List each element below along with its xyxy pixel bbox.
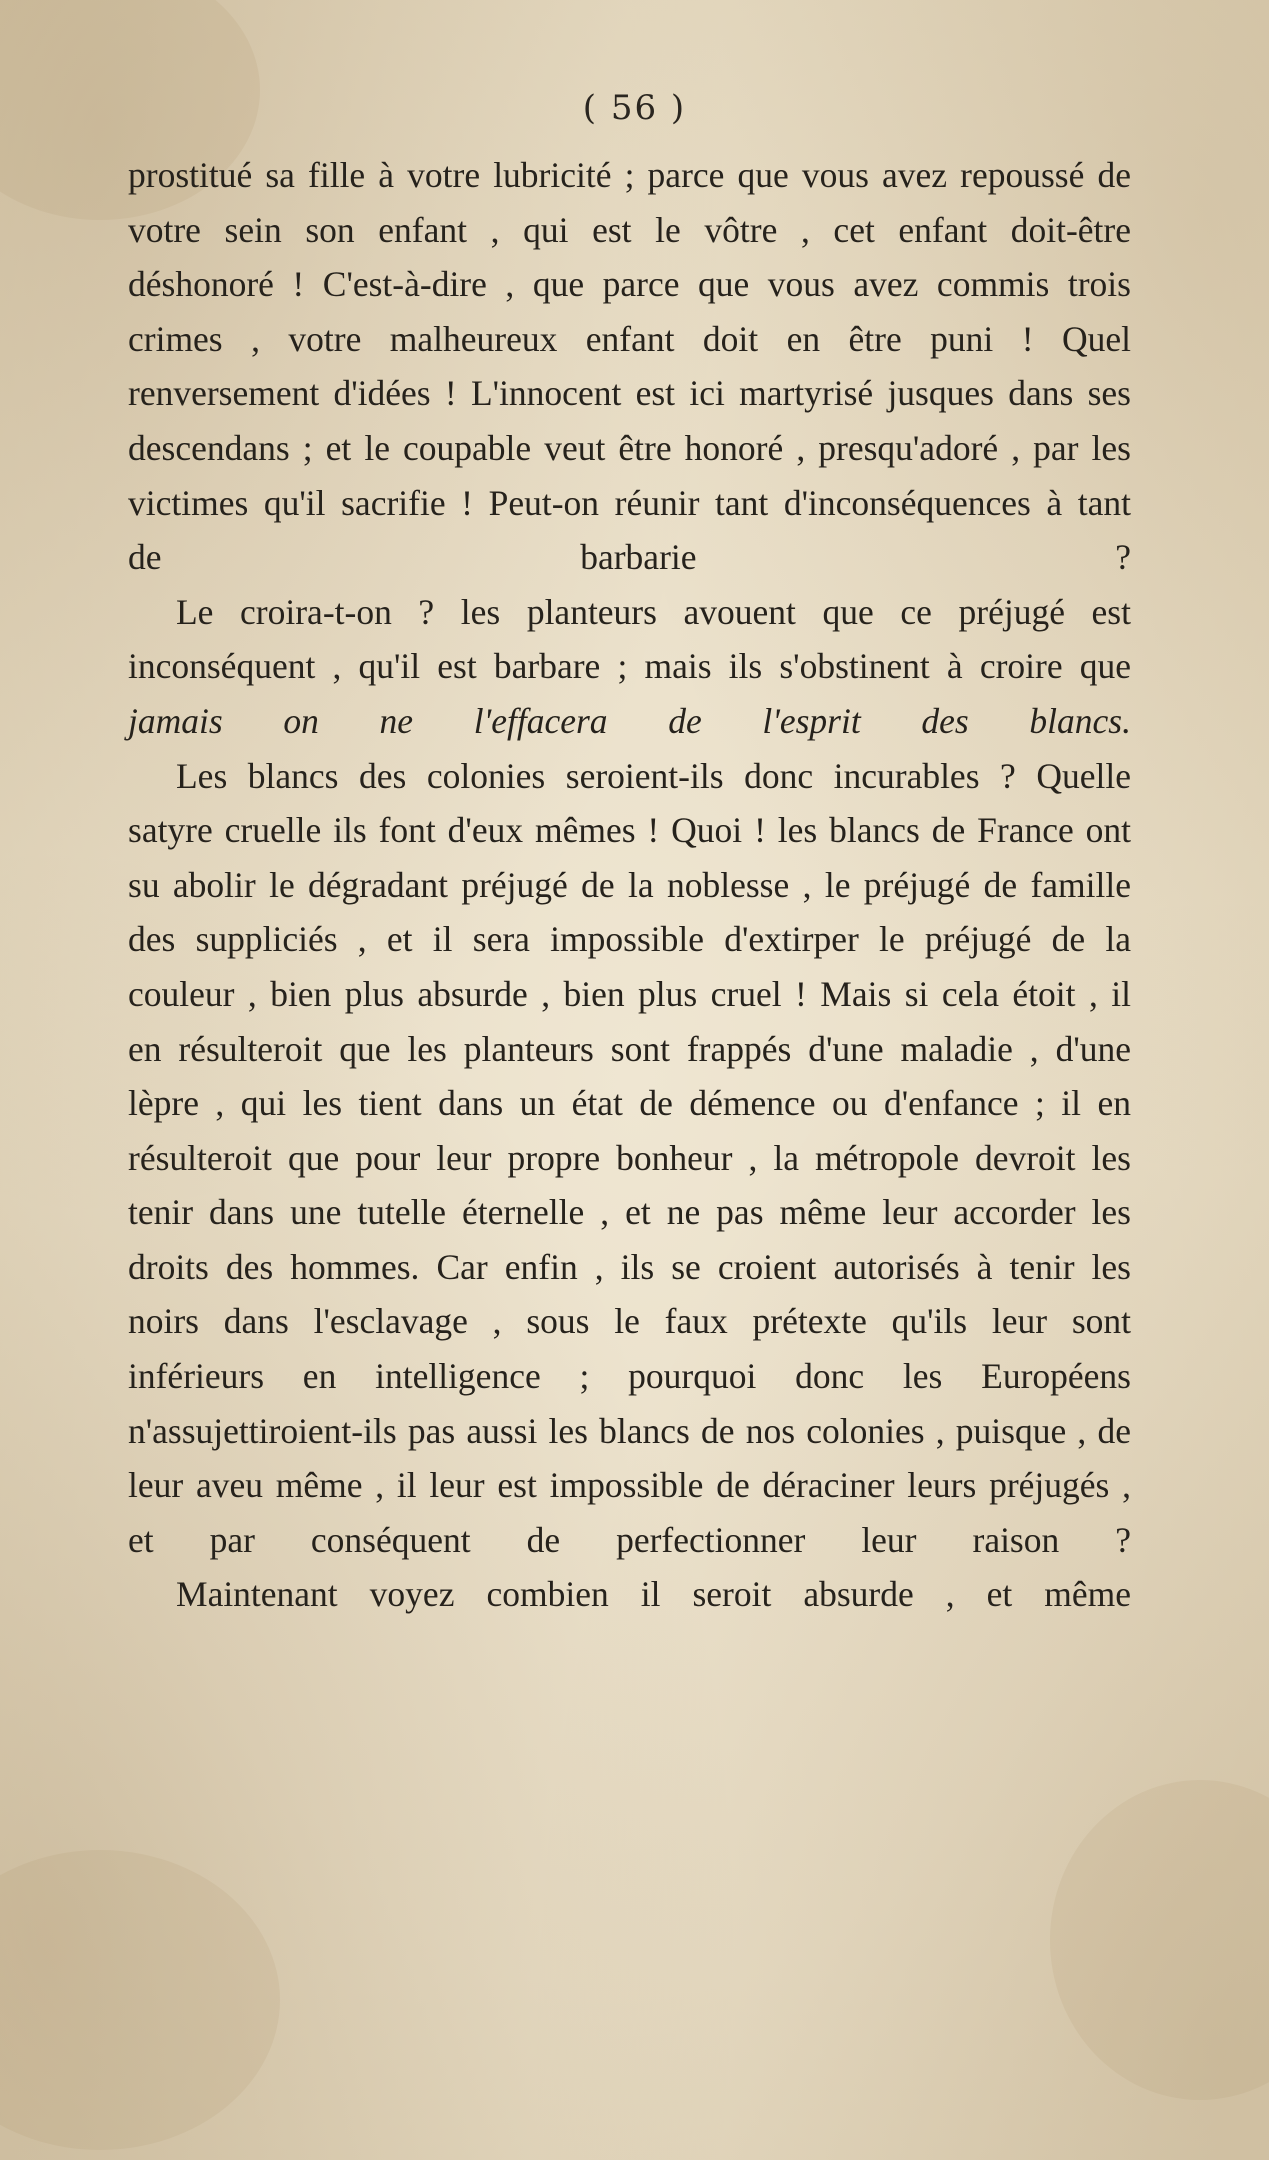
paragraph-4 [128, 1567, 1131, 1622]
paragraph-3-text: Les blancs des colonies seroient-ils donc incurables ? Quelle satyre cruelle ils font d'eux mêmes ! Quoi ! les blancs de France ont su abolir le dégradant préjugé de la noblesse , le préjugé de famille des suppliciés , et il sera impossible d'extirper le préjugé de la couleur , bien plus absurde , bien plus cruel ! Mais si cela étoit , il en résulteroit que les planteurs sont frappés d'une maladie , d'une lèpre , qui les tient dans un état de démence ou d'enfance ; il en résulteroit que pour leur propre bonheur , la métropole devroit les tenir dans une tutelle éternelle , et ne pas même leur accorder les droits des hommes. Car enfin , ils se croient autorisés à tenir les noirs dans l'esclavage , sous le faux prétexte qu'ils leur sont inférieurs en intelligence ; pourquoi donc les Européens n'assujettiroient-ils pas aussi les blancs de nos colonies , puisque , de leur aveu même , il leur est impossible de déraciner leurs préjugés , et par conséquent de perfectionner leur raison ? [128, 755, 1131, 1560]
paragraph-2-text: Le croira-t-on ? les planteurs avouent que ce préjugé est inconséquent , qu'il est barbare ; mais ils s'obstinent à croire que [128, 591, 1131, 687]
paragraph-3 [128, 749, 1131, 1568]
page-number: ( 56 ) [582, 88, 687, 128]
paper-stain [0, 1850, 280, 2150]
paragraph-1-text: prostitué sa fille à votre lubricité ; parce que vous avez repoussé de votre sein son enfant , qui est le vôtre , cet enfant doit-être déshonoré ! C'est-à-dire , que parce que vous avez commis trois crimes , votre malheureux enfant doit en être puni ! Quel renversement d'idées ! L'innocent est ici martyrisé jusques dans ses descendans ; et le coupable veut être honoré , presqu'adoré , par les victimes qu'il sacrifie ! Peut-on réunir tant d'inconséquences à tant de barbarie ? [128, 155, 1131, 578]
body-text [128, 148, 1131, 1622]
paragraph-1 [128, 148, 1131, 585]
paragraph-4-text: Maintenant voyez combien il seroit absurde , et même [176, 1574, 1131, 1615]
paragraph-2-italic-quote: jamais on ne l'effacera de l'esprit des blancs. [128, 700, 1131, 741]
paragraph-2 [128, 585, 1131, 749]
paper-stain [1050, 1780, 1269, 2100]
